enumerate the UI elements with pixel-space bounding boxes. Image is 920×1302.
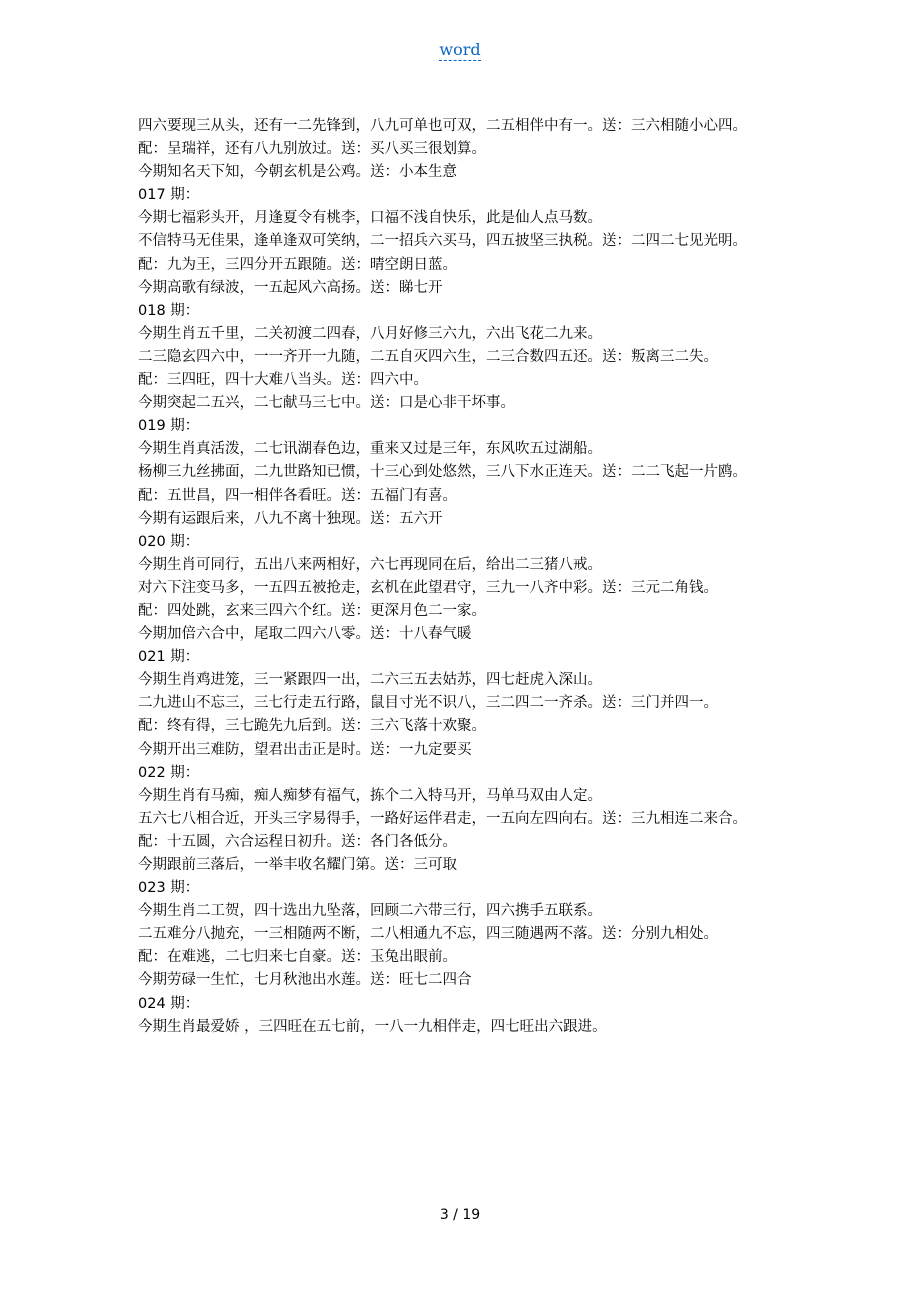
text-line: 二三隐玄四六中，一一齐开一九随，二五自灭四六生，二三合数四五还。送：叛离三二失。 <box>138 348 718 365</box>
text-line: 今期生肖真活泼，二七讯湖春色边，重来又过是三年，东风吹五过湖船。 <box>138 441 602 458</box>
text-line: 配：十五圆，六合运程日初升。送：各门各低分。 <box>138 833 457 850</box>
issue-heading: 024 期： <box>138 995 200 1012</box>
text-line: 配：终有得，三七跪先九后到。送：三六飞落十欢聚。 <box>138 718 486 735</box>
text-line: 杨柳三九丝拂面，二九世路知已惯，十三心到处悠然，三八下水正连天。送：二二飞起一片鸥。 <box>138 464 747 481</box>
text-line: 今期生肖可同行，五出八来两相好，六七再现同在后，给出二三猪八戒。 <box>138 556 602 573</box>
text-line: 不信特马无佳果，逢单逢双可笑纳，二一招兵六买马，四五披坚三执税。送：二四二七见光明。 <box>138 233 747 250</box>
text-line: 今期生肖有马痴，痴人痴梦有福气，拣个二入特马开，马单马双由人定。 <box>138 787 602 804</box>
text-line: 配：三四旺，四十大难八当头。送：四六中。 <box>138 372 428 389</box>
issue-heading: 020 期： <box>138 533 200 550</box>
text-line: 配：呈瑞祥，还有八九别放过。送：买八买三很划算。 <box>138 141 486 158</box>
text-line: 今期生肖五千里，二关初渡二四春，八月好修三六九，六出飞花二九来。 <box>138 325 602 342</box>
document-body <box>138 115 788 1039</box>
header-word-link[interactable]: word <box>439 40 481 59</box>
text-line: 配：在难逃，二七归来七自豪。送：玉兔出眼前。 <box>138 949 457 966</box>
issue-heading: 018 期： <box>138 302 200 319</box>
text-line: 五六七八相合近，开头三字易得手，一路好运伴君走，一五向左四向右。送：三九相连二来合。 <box>138 810 747 827</box>
text-line: 今期有运跟后来，八九不离十独现。送：五六开 <box>138 510 443 527</box>
text-line: 配：五世昌，四一相伴各看旺。送：五福门有喜。 <box>138 487 457 504</box>
page-header <box>0 40 920 59</box>
text-line: 今期加倍六合中，尾取二四六八零。送：十八春气暖 <box>138 626 472 643</box>
text-line: 今期开出三难防，望君出击正是时。送：一九定要买 <box>138 741 472 758</box>
text-line: 对六下注变马多，一五四五被抢走，玄机在此望君守，三九一八齐中彩。送：三元二角钱。 <box>138 579 718 596</box>
text-line: 今期高歌有绿波，一五起风六高扬。送：睇七开 <box>138 279 443 296</box>
text-line: 二九进山不忘三，三七行走五行路，鼠目寸光不识八，三二四二一齐杀。送：三门并四一。 <box>138 695 718 712</box>
issue-heading: 022 期： <box>138 764 200 781</box>
text-line: 今期生肖二工贺，四十选出九坠落，回顾二六带三行，四六携手五联系。 <box>138 903 602 920</box>
text-line: 今期劳碌一生忙，七月秋池出水莲。送：旺七二四合 <box>138 972 472 989</box>
page-number: 3 / 19 <box>439 1207 481 1223</box>
issue-heading: 023 期： <box>138 880 200 897</box>
issue-heading: 017 期： <box>138 187 200 204</box>
text-line: 配：四处跳，玄来三四六个红。送：更深月色二一家。 <box>138 602 486 619</box>
text-line: 配：九为王，三四分开五跟随。送：晴空朗日蓝。 <box>138 256 457 273</box>
text-line: 今期知名天下知，今朝玄机是公鸡。送：小本生意 <box>138 164 457 181</box>
text-line: 今期突起二五兴，二七献马三七中。送：口是心非干坏事。 <box>138 395 515 412</box>
issue-heading: 021 期： <box>138 649 200 666</box>
text-line: 四六要现三从头，还有一二先锋到，八九可单也可双，二五相伴中有一。送：三六相随小心四。 <box>138 118 747 134</box>
text-line: 二五难分八抛充，一三相随两不断，二八相通九不忘，四三随遇两不落。送：分别九相处。 <box>138 926 718 943</box>
text-line: 今期生肖鸡进笼，三一紧跟四一出，二六三五去姑苏，四七赶虎入深山。 <box>138 672 602 689</box>
text-line: 今期七福彩头开，月逢夏令有桃李，口福不浅自快乐，此是仙人点马数。 <box>138 210 602 227</box>
text-line: 今期生肖最爱娇 ，三四旺在五七前，一八一九相伴走，四七旺出六跟进。 <box>138 1018 607 1035</box>
text-line: 今期跟前三落后，一举丰收名耀门第。送：三可取 <box>138 857 457 873</box>
issue-heading: 019 期： <box>138 418 200 435</box>
